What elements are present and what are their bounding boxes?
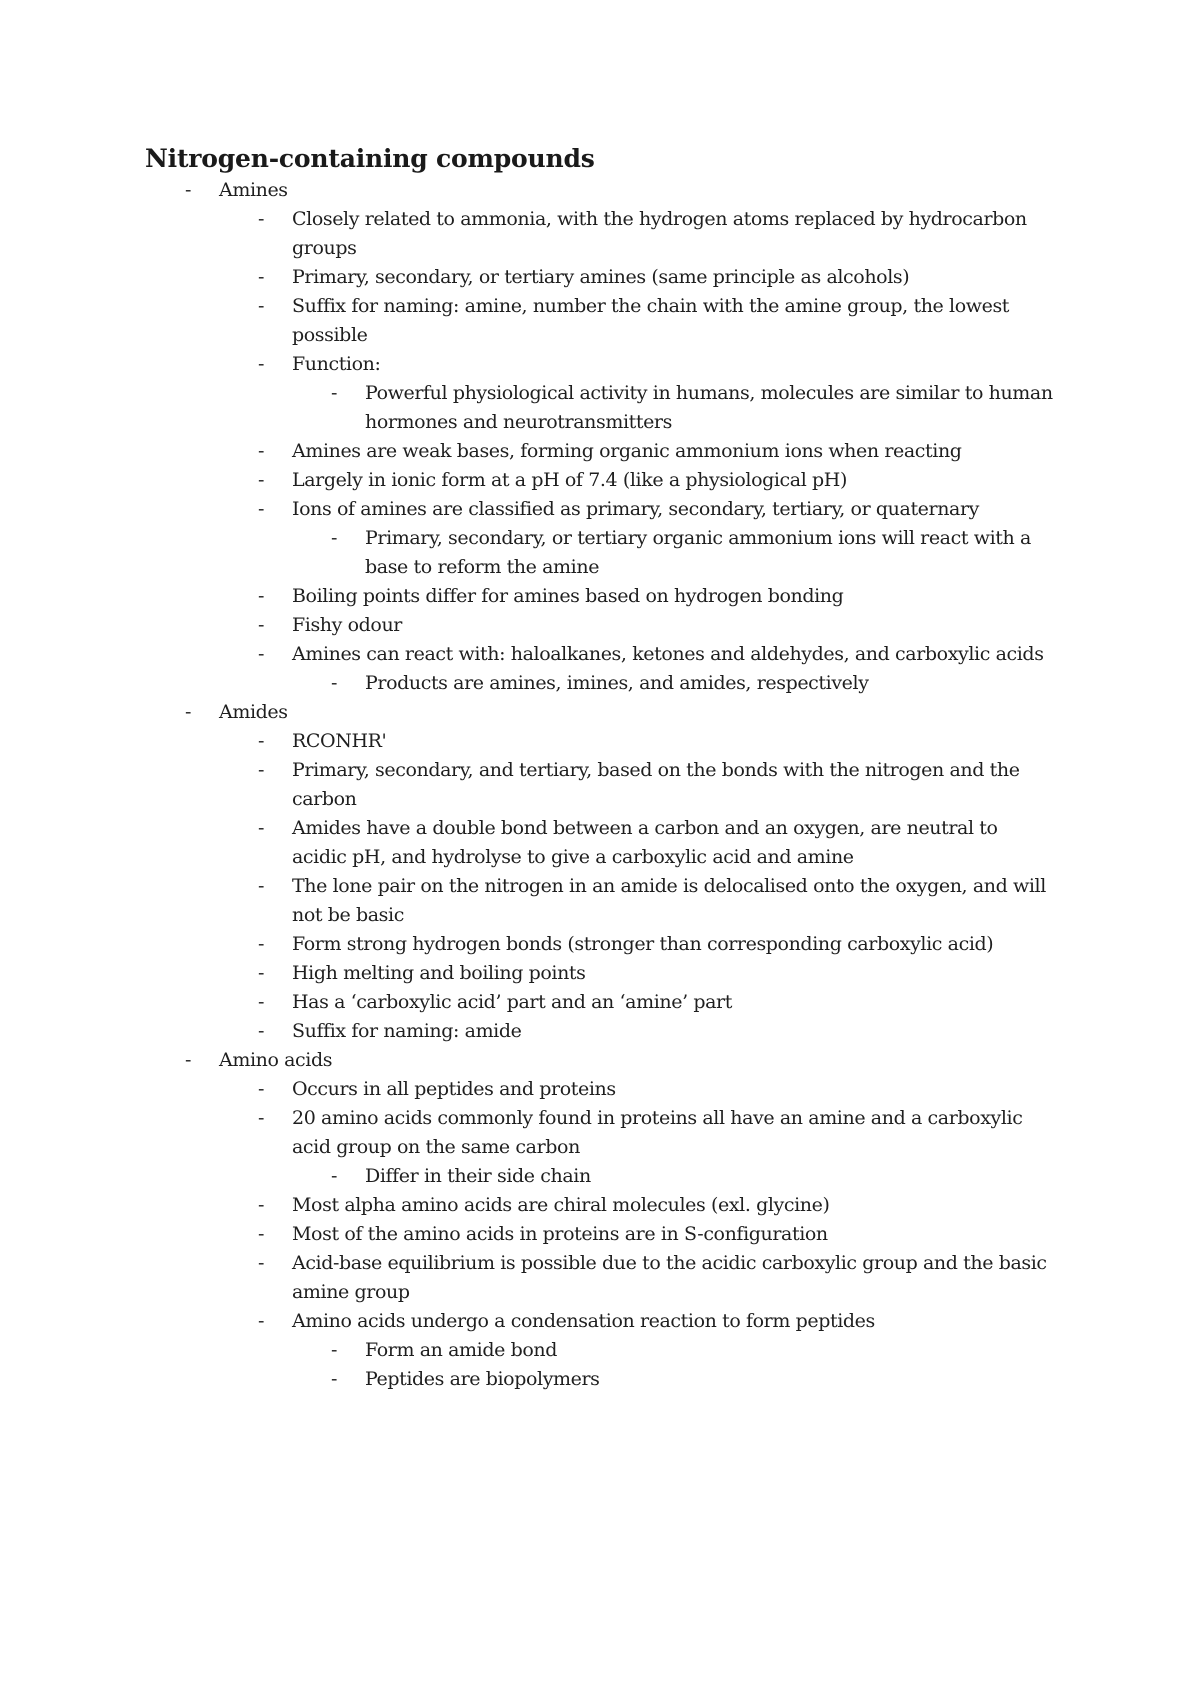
bullet-outline bbox=[0, 176, 1200, 1394]
bullet-dash: - bbox=[331, 1339, 338, 1361]
bullet-dash: - bbox=[185, 701, 192, 723]
list-item bbox=[0, 930, 1200, 959]
bullet-dash: - bbox=[258, 498, 265, 520]
bullet-dash: - bbox=[331, 1368, 338, 1390]
list-item bbox=[0, 1017, 1200, 1046]
list-item bbox=[0, 582, 1200, 611]
list-item bbox=[0, 495, 1200, 524]
bullet-dash: - bbox=[258, 875, 265, 897]
list-item bbox=[0, 1191, 1200, 1220]
sub-list-item-text: Powerful physiological activity in humans, molecules are similar to human hormones and neurotransmitters bbox=[365, 382, 1053, 433]
bullet-dash: - bbox=[258, 1020, 265, 1042]
section-heading: Amines bbox=[219, 179, 288, 201]
list-item-text: Most of the amino acids in proteins are in S-configuration bbox=[292, 1223, 828, 1245]
list-item-text: Amino acids undergo a condensation reaction to form peptides bbox=[292, 1310, 875, 1332]
list-item bbox=[0, 611, 1200, 640]
list-item-text: Most alpha amino acids are chiral molecules (exl. glycine) bbox=[292, 1194, 830, 1216]
bullet-dash: - bbox=[258, 440, 265, 462]
list-item bbox=[0, 1307, 1200, 1336]
list-item bbox=[0, 350, 1200, 379]
list-item-text: High melting and boiling points bbox=[292, 962, 586, 984]
list-item bbox=[0, 814, 1200, 872]
section-heading-amides bbox=[0, 698, 1200, 727]
list-item bbox=[0, 205, 1200, 263]
list-item-text: 20 amino acids commonly found in proteins all have an amine and a carboxylic acid group on the same carbon bbox=[292, 1107, 1023, 1158]
bullet-dash: - bbox=[258, 353, 265, 375]
list-item-text: Has a ‘carboxylic acid’ part and an ‘amine’ part bbox=[292, 991, 732, 1013]
list-item bbox=[0, 466, 1200, 495]
list-item bbox=[0, 1104, 1200, 1162]
list-item bbox=[0, 959, 1200, 988]
list-item-text: Fishy odour bbox=[292, 614, 402, 636]
bullet-dash: - bbox=[258, 817, 265, 839]
bullet-dash: - bbox=[258, 295, 265, 317]
bullet-dash: - bbox=[258, 730, 265, 752]
sub-list-item-text: Form an amide bond bbox=[365, 1339, 557, 1361]
sub-list-item bbox=[0, 1365, 1200, 1394]
bullet-dash: - bbox=[185, 1049, 192, 1071]
section-heading-amines bbox=[0, 176, 1200, 205]
list-item-text: Ions of amines are classified as primary, secondary, tertiary, or quaternary bbox=[292, 498, 979, 520]
bullet-dash: - bbox=[258, 1223, 265, 1245]
list-item-text: Amines are weak bases, forming organic ammonium ions when reacting bbox=[292, 440, 962, 462]
list-item-text: Boiling points differ for amines based on hydrogen bonding bbox=[292, 585, 844, 607]
list-item bbox=[0, 263, 1200, 292]
bullet-dash: - bbox=[258, 643, 265, 665]
list-item bbox=[0, 1249, 1200, 1307]
bullet-dash: - bbox=[258, 469, 265, 491]
sub-list-item bbox=[0, 1336, 1200, 1365]
bullet-dash: - bbox=[331, 382, 338, 404]
bullet-dash: - bbox=[258, 1107, 265, 1129]
sub-list-item bbox=[0, 1162, 1200, 1191]
bullet-dash: - bbox=[258, 614, 265, 636]
list-item-text: Suffix for naming: amine, number the chain with the amine group, the lowest possible bbox=[292, 295, 1010, 346]
list-item bbox=[0, 756, 1200, 814]
bullet-dash: - bbox=[331, 1165, 338, 1187]
sub-list-item-text: Products are amines, imines, and amides, respectively bbox=[365, 672, 869, 694]
list-item-text: Largely in ionic form at a pH of 7.4 (like a physiological pH) bbox=[292, 469, 847, 491]
list-item-text: Primary, secondary, or tertiary amines (same principle as alcohols) bbox=[292, 266, 910, 288]
bullet-dash: - bbox=[258, 759, 265, 781]
list-item bbox=[0, 1075, 1200, 1104]
bullet-dash: - bbox=[258, 1310, 265, 1332]
list-item bbox=[0, 292, 1200, 350]
bullet-dash: - bbox=[258, 1194, 265, 1216]
bullet-dash: - bbox=[258, 585, 265, 607]
bullet-dash: - bbox=[258, 1252, 265, 1274]
sub-list-item bbox=[0, 524, 1200, 582]
bullet-dash: - bbox=[258, 266, 265, 288]
bullet-dash: - bbox=[258, 933, 265, 955]
list-item-text: Primary, secondary, and tertiary, based on the bonds with the nitrogen and the carbon bbox=[292, 759, 1020, 810]
list-item-text: RCONHR' bbox=[292, 730, 387, 752]
bullet-dash: - bbox=[331, 672, 338, 694]
sub-list-item-text: Primary, secondary, or tertiary organic ammonium ions will react with a base to reform the amine bbox=[365, 527, 1031, 578]
sub-list-item-text: Peptides are biopolymers bbox=[365, 1368, 600, 1390]
list-item-text: Closely related to ammonia, with the hydrogen atoms replaced by hydrocarbon groups bbox=[292, 208, 1027, 259]
bullet-dash: - bbox=[258, 991, 265, 1013]
bullet-dash: - bbox=[258, 1078, 265, 1100]
list-item bbox=[0, 727, 1200, 756]
list-item-text: Amides have a double bond between a carbon and an oxygen, are neutral to acidic pH, and hydrolyse to give a carboxylic acid and amine bbox=[292, 817, 998, 868]
list-item-text: Suffix for naming: amide bbox=[292, 1020, 522, 1042]
list-item-text: Acid-base equilibrium is possible due to the acidic carboxylic group and the basic amine group bbox=[292, 1252, 1047, 1303]
list-item bbox=[0, 1220, 1200, 1249]
section-heading: Amides bbox=[219, 701, 288, 723]
bullet-dash: - bbox=[185, 179, 192, 201]
list-item bbox=[0, 640, 1200, 669]
sub-list-item bbox=[0, 379, 1200, 437]
section-heading: Amino acids bbox=[219, 1049, 333, 1071]
bullet-dash: - bbox=[258, 208, 265, 230]
list-item-text: Amines can react with: haloalkanes, ketones and aldehydes, and carboxylic acids bbox=[292, 643, 1044, 665]
list-item-text: Function: bbox=[292, 353, 381, 375]
section-heading-amino-acids bbox=[0, 1046, 1200, 1075]
sub-list-item-text: Differ in their side chain bbox=[365, 1165, 591, 1187]
sub-list-item bbox=[0, 669, 1200, 698]
list-item bbox=[0, 872, 1200, 930]
bullet-dash: - bbox=[258, 962, 265, 984]
page-title: Nitrogen-containing compounds bbox=[145, 144, 595, 173]
list-item-text: Form strong hydrogen bonds (stronger than corresponding carboxylic acid) bbox=[292, 933, 994, 955]
list-item-text: The lone pair on the nitrogen in an amide is delocalised onto the oxygen, and will not be basic bbox=[292, 875, 1046, 926]
list-item-text: Occurs in all peptides and proteins bbox=[292, 1078, 616, 1100]
bullet-dash: - bbox=[331, 527, 338, 549]
list-item bbox=[0, 988, 1200, 1017]
list-item bbox=[0, 437, 1200, 466]
